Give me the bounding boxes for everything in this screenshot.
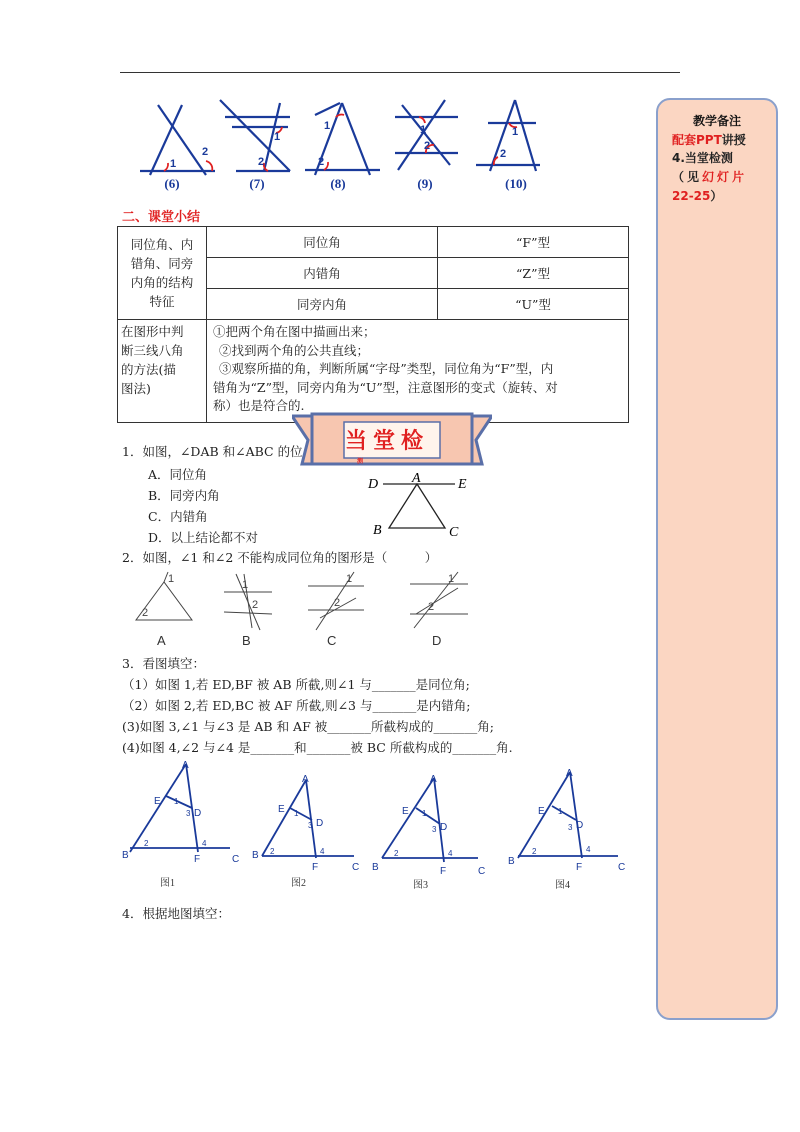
- fig6-mark-2: 2: [202, 146, 209, 158]
- q1-option-d: D．以上结论都不对: [148, 530, 259, 545]
- fig9-mark-2: 2: [424, 140, 431, 152]
- fig1-label-e: E: [154, 796, 161, 807]
- q3-line-1: （1）如图 1,若 ED,BF 被 AB 所截,则∠1 与_______是同位角;: [122, 677, 470, 692]
- fig1-mark-3: 3: [186, 809, 191, 818]
- fig2-label-a: A: [302, 774, 309, 785]
- fig1-label-b: B: [122, 850, 129, 861]
- fig1-mark-1: 1: [174, 797, 179, 806]
- sidebar-line-4: 22-25）: [672, 189, 723, 203]
- fig9-mark-1: 1: [420, 124, 427, 136]
- fig1-mark-2: 2: [144, 839, 149, 848]
- sidebar-line-3: （见幻灯片: [672, 170, 748, 184]
- figure-label-8: (8): [330, 176, 346, 191]
- q3-figure-caption-2: 图2: [291, 878, 306, 889]
- fig10-mark-2: 2: [500, 148, 507, 160]
- q2-stem: 2．如图，∠1 和∠2 不能构成同位角的图形是（ ）: [122, 550, 438, 565]
- q1-label-c: C: [449, 525, 459, 540]
- q3-stem: 3．看图填空：: [122, 656, 205, 671]
- angle-name-cell: 同位角: [207, 227, 438, 258]
- fig3-label-d: D: [440, 822, 448, 833]
- fig4-label-e: E: [538, 806, 545, 817]
- fig1-label-d: D: [194, 808, 202, 819]
- fig4-label-d: D: [576, 820, 584, 831]
- angle-type-cell: “Z”型: [438, 258, 629, 289]
- q3-line-4: (4)如图 4,∠2 与∠4 是_______和_______被 BC 所截构成的_______角.: [122, 740, 513, 755]
- q2d-mark-2: 2: [428, 601, 435, 613]
- sidebar-line-2: 4.当堂检测: [672, 151, 733, 165]
- fig7-mark-1: 1: [274, 131, 281, 143]
- q3-figure-caption-3: 图3: [413, 880, 428, 891]
- q3-figure-caption-1: 图1: [160, 878, 175, 889]
- q3-figures: [118, 758, 638, 888]
- teaching-notes-sidebar: [656, 98, 778, 1020]
- fig3-label-e: E: [402, 806, 409, 817]
- method-cell: ①把两个角在图中描画出来； ②找到两个角的公共直线； ③观察所描的角，判断所属“字母”类型，同位角为“F”型，内 错角为“Z”型，同旁内角为“U”型，注意图形的变式（旋转、对 称）也是符合的.: [207, 320, 629, 423]
- q2-option-b: B: [242, 633, 251, 648]
- fig2-label-e: E: [278, 804, 285, 815]
- fig3-mark-3: 3: [432, 825, 437, 834]
- q2a-mark-1: 1: [168, 573, 175, 585]
- fig2-mark-1: 1: [294, 809, 299, 818]
- q3-figure-caption-4: 图4: [555, 880, 570, 891]
- fig4-mark-1: 1: [558, 807, 563, 816]
- fig8-mark-2: 2: [318, 156, 325, 168]
- fig2-mark-2: 2: [270, 847, 275, 856]
- fig2-mark-4: 4: [320, 847, 325, 856]
- sidebar-line-1: 配套PPT讲授: [672, 133, 746, 147]
- fig3-label-a: A: [430, 774, 437, 785]
- q4-stem: 4．根据地图填空：: [122, 906, 230, 921]
- fig10-mark-1: 1: [512, 126, 519, 138]
- angle-type-cell: “F”型: [438, 227, 629, 258]
- figure-label-7: (7): [249, 176, 265, 191]
- summary-table: [117, 226, 629, 423]
- q3-line-3: (3)如图 3,∠1 与∠3 是 AB 和 AF 被_______所截构成的_______角;: [122, 719, 494, 734]
- angle-type-cell: “U”型: [438, 289, 629, 320]
- fig4-label-a: A: [566, 768, 573, 779]
- q1-option-b: B．同旁内角: [148, 488, 220, 503]
- q2c-mark-1: 1: [346, 573, 353, 585]
- q1-option-c: C．内错角: [148, 509, 208, 524]
- q1-stem: 1．如图，∠DAB 和∠ABC 的位: [122, 444, 303, 459]
- fig3-label-c: C: [478, 866, 486, 877]
- structure-header-cell: 同位角、内 错角、同旁 内角的结构 特征: [118, 227, 207, 320]
- figure-label-9: (9): [417, 176, 433, 191]
- figure-label-6: (6): [164, 176, 180, 191]
- q3-line-2: （2）如图 2,若 ED,BC 被 AF 所截,则∠3 与_______是内错角;: [122, 698, 471, 713]
- fig2-label-d: D: [316, 818, 324, 829]
- fig1-label-f: F: [194, 854, 201, 865]
- fig2-label-c: C: [352, 862, 360, 873]
- fig3-mark-4: 4: [448, 849, 453, 858]
- method-header-cell: 在图形中判 断三线八角 的方法(描 图法): [118, 320, 207, 423]
- fig3-mark-2: 2: [394, 849, 399, 858]
- figure-label-10: (10): [505, 176, 527, 191]
- section-title: 二、课堂小结: [122, 210, 201, 225]
- q1-label-a: A: [412, 471, 421, 486]
- banner-text: 当堂检: [345, 429, 430, 454]
- fig1-label-a: A: [182, 760, 189, 771]
- q2-option-d: D: [432, 633, 442, 648]
- angle-name-cell: 内错角: [207, 258, 438, 289]
- fig2-label-b: B: [252, 850, 259, 861]
- fig4-mark-3: 3: [568, 823, 573, 832]
- fig8-mark-1: 1: [324, 120, 331, 132]
- fig4-label-f: F: [576, 862, 583, 873]
- q2d-mark-1: 1: [448, 573, 455, 585]
- fig2-mark-3: 3: [308, 821, 313, 830]
- fig7-mark-2: 2: [258, 156, 265, 168]
- sidebar-title: 教学备注: [692, 114, 741, 128]
- fig1-mark-4: 4: [202, 839, 207, 848]
- angle-name-cell: 同旁内角: [207, 289, 438, 320]
- header-rule: [120, 72, 680, 73]
- fig2-label-f: F: [312, 862, 319, 873]
- fig4-label-b: B: [508, 856, 515, 867]
- fig4-mark-2: 2: [532, 847, 537, 856]
- fig3-label-f: F: [440, 866, 447, 877]
- fig3-mark-1: 1: [422, 809, 427, 818]
- q1-label-d: D: [368, 477, 379, 492]
- fig3-label-b: B: [372, 862, 379, 873]
- fig4-mark-4: 4: [586, 845, 591, 854]
- fig6-mark-1: 1: [170, 158, 177, 170]
- fig1-label-c: C: [232, 854, 240, 865]
- q1-label-e: E: [458, 477, 467, 492]
- q2c-mark-2: 2: [334, 597, 341, 609]
- q2-option-c: C: [327, 633, 337, 648]
- q2-figures: [128, 570, 478, 632]
- banner-subtext: 测: [357, 458, 364, 465]
- q1-option-a: A．同位角: [148, 467, 208, 482]
- q2a-mark-2: 2: [142, 607, 149, 619]
- q2-option-a: A: [157, 633, 166, 648]
- q1-triangle-figure: [365, 470, 475, 542]
- fig4-label-c: C: [618, 862, 626, 873]
- q2b-mark-1: 1: [242, 579, 249, 591]
- q2b-mark-2: 2: [252, 599, 259, 611]
- q1-label-b: B: [373, 523, 382, 538]
